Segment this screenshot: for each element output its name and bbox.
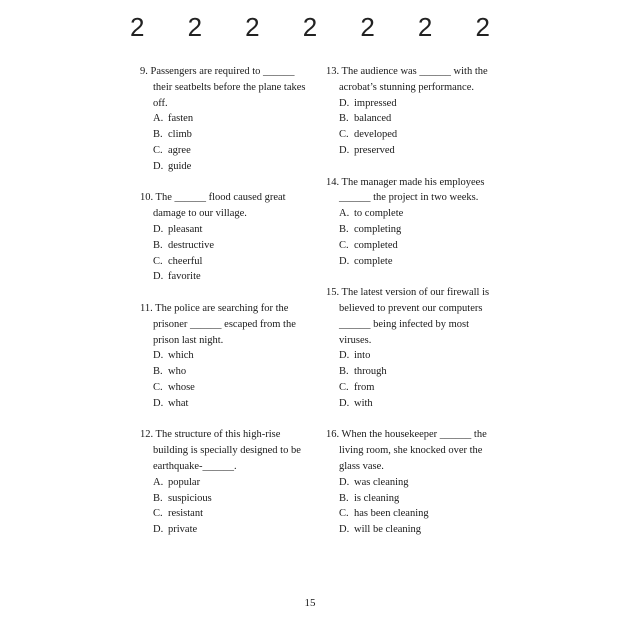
option-a[interactable] — [326, 206, 501, 222]
option-letter: C. — [153, 255, 163, 267]
question-stem: 9. Passengers are required to ______ their seatbelts before the plane takes off. — [140, 66, 306, 109]
option-letter: B. — [339, 113, 349, 125]
section-digit: 2 — [360, 12, 375, 42]
option-text: climb — [168, 129, 192, 141]
option-a[interactable] — [140, 222, 315, 238]
option-d[interactable] — [326, 143, 501, 159]
option-b[interactable] — [140, 127, 315, 143]
option-letter: D. — [153, 350, 164, 362]
option-letter: D. — [339, 97, 350, 109]
question-stem: 16. When the housekeeper ______ the living room, she knocked over the glass vase. — [326, 429, 487, 472]
question-15 — [326, 285, 501, 411]
option-text: has been cleaning — [354, 508, 429, 520]
option-d[interactable] — [326, 522, 501, 538]
option-a[interactable] — [140, 475, 315, 491]
left-column — [140, 64, 315, 538]
option-d[interactable] — [140, 522, 315, 538]
question-stem: 15. The latest version of our firewall is believed to prevent our computers ______ being infected by most viruses. — [326, 287, 490, 346]
option-text: what — [168, 397, 189, 409]
section-digit: 2 — [187, 12, 203, 42]
option-text: is cleaning — [354, 492, 400, 504]
option-letter: D. — [153, 160, 164, 172]
option-letter: D. — [339, 255, 350, 267]
option-text: fasten — [168, 113, 194, 125]
option-c[interactable] — [326, 127, 501, 143]
option-b[interactable] — [140, 491, 315, 507]
option-letter: D. — [339, 350, 350, 362]
option-b[interactable] — [140, 364, 315, 380]
question-10 — [140, 190, 315, 285]
option-letter: B. — [153, 492, 163, 504]
section-digit: 2 — [302, 12, 318, 42]
section-digit: 2 — [245, 12, 260, 42]
option-text: into — [354, 350, 371, 362]
option-a[interactable] — [326, 96, 501, 112]
option-b[interactable] — [326, 111, 501, 127]
option-letter: D. — [153, 223, 164, 235]
option-letter: D. — [339, 476, 350, 488]
option-letter: C. — [153, 508, 163, 520]
page-number: 15 — [304, 597, 316, 609]
option-d[interactable] — [326, 396, 501, 412]
option-text: preserved — [354, 144, 395, 156]
option-text: which — [168, 350, 194, 362]
option-text: who — [168, 366, 187, 378]
option-text: popular — [168, 476, 201, 488]
option-text: destructive — [168, 239, 215, 251]
section-header — [130, 12, 490, 42]
option-b[interactable] — [326, 364, 501, 380]
option-c[interactable] — [140, 254, 315, 270]
question-9 — [140, 64, 315, 175]
question-11 — [140, 301, 315, 412]
option-c[interactable] — [140, 506, 315, 522]
option-letter: B. — [153, 239, 163, 251]
option-letter: D. — [339, 144, 350, 156]
option-letter: D. — [339, 397, 350, 409]
question-stem: 10. The ______ flood caused great damage to our village. — [140, 192, 286, 220]
option-letter: D. — [153, 397, 164, 409]
option-c[interactable] — [326, 238, 501, 254]
option-letter: C. — [339, 381, 349, 393]
option-a[interactable] — [140, 111, 315, 127]
option-d[interactable] — [140, 396, 315, 412]
option-c[interactable] — [326, 380, 501, 396]
option-letter: D. — [153, 271, 164, 283]
option-text: private — [168, 524, 198, 536]
option-letter: D. — [339, 524, 350, 536]
question-16 — [326, 427, 501, 538]
option-d[interactable] — [140, 269, 315, 285]
option-text: pleasant — [168, 223, 203, 235]
option-text: completed — [354, 239, 398, 251]
option-text: through — [354, 366, 387, 378]
option-letter: A. — [153, 476, 164, 488]
option-letter: B. — [153, 129, 163, 141]
option-text: impressed — [354, 97, 397, 109]
option-text: completing — [354, 223, 402, 235]
option-letter: C. — [339, 508, 349, 520]
option-c[interactable] — [326, 506, 501, 522]
option-d[interactable] — [140, 159, 315, 175]
option-b[interactable] — [140, 238, 315, 254]
option-text: agree — [168, 144, 191, 156]
option-c[interactable] — [140, 380, 315, 396]
option-text: guide — [168, 160, 192, 172]
option-b[interactable] — [326, 222, 501, 238]
section-digit: 2 — [417, 12, 433, 42]
option-letter: A. — [153, 113, 164, 125]
option-letter: C. — [339, 239, 349, 251]
option-text: suspicious — [168, 492, 212, 504]
option-letter: B. — [153, 366, 163, 378]
option-text: to complete — [354, 208, 404, 220]
right-column — [326, 64, 501, 538]
option-text: cheerful — [168, 255, 203, 267]
question-stem: 12. The structure of this high-rise building is specially designed to be earthquake-______. — [140, 429, 301, 472]
option-letter: C. — [153, 144, 163, 156]
option-text: developed — [354, 129, 398, 141]
option-a[interactable] — [140, 348, 315, 364]
option-text: balanced — [354, 113, 392, 125]
option-letter: A. — [339, 208, 350, 220]
option-letter: B. — [339, 223, 349, 235]
option-letter: D. — [153, 524, 164, 536]
option-letter: C. — [339, 129, 349, 141]
option-text: with — [354, 397, 373, 409]
section-digit: 2 — [130, 12, 145, 42]
option-text: favorite — [168, 271, 201, 283]
option-c[interactable] — [140, 143, 315, 159]
option-letter: B. — [339, 492, 349, 504]
option-text: from — [354, 381, 375, 393]
option-letter: C. — [153, 381, 163, 393]
option-text: will be cleaning — [354, 524, 422, 536]
option-text: whose — [168, 381, 195, 393]
question-stem: 13. The audience was ______ with the acrobat’s stunning performance. — [326, 66, 488, 93]
option-b[interactable] — [326, 491, 501, 507]
question-stem: 11. The police are searching for the prisoner ______ escaped from the prison last night. — [140, 302, 296, 346]
option-a[interactable] — [326, 348, 501, 364]
option-text: complete — [354, 255, 393, 267]
question-12 — [140, 427, 315, 538]
section-digit: 2 — [475, 12, 490, 42]
question-stem: 14. The manager made his employees ______ the project in two weeks. — [326, 176, 485, 204]
option-a[interactable] — [326, 475, 501, 491]
option-d[interactable] — [326, 254, 501, 270]
option-text: was cleaning — [354, 476, 409, 488]
option-text: resistant — [168, 508, 203, 520]
question-13 — [326, 64, 501, 159]
option-letter: B. — [339, 366, 349, 378]
question-14 — [326, 175, 501, 270]
